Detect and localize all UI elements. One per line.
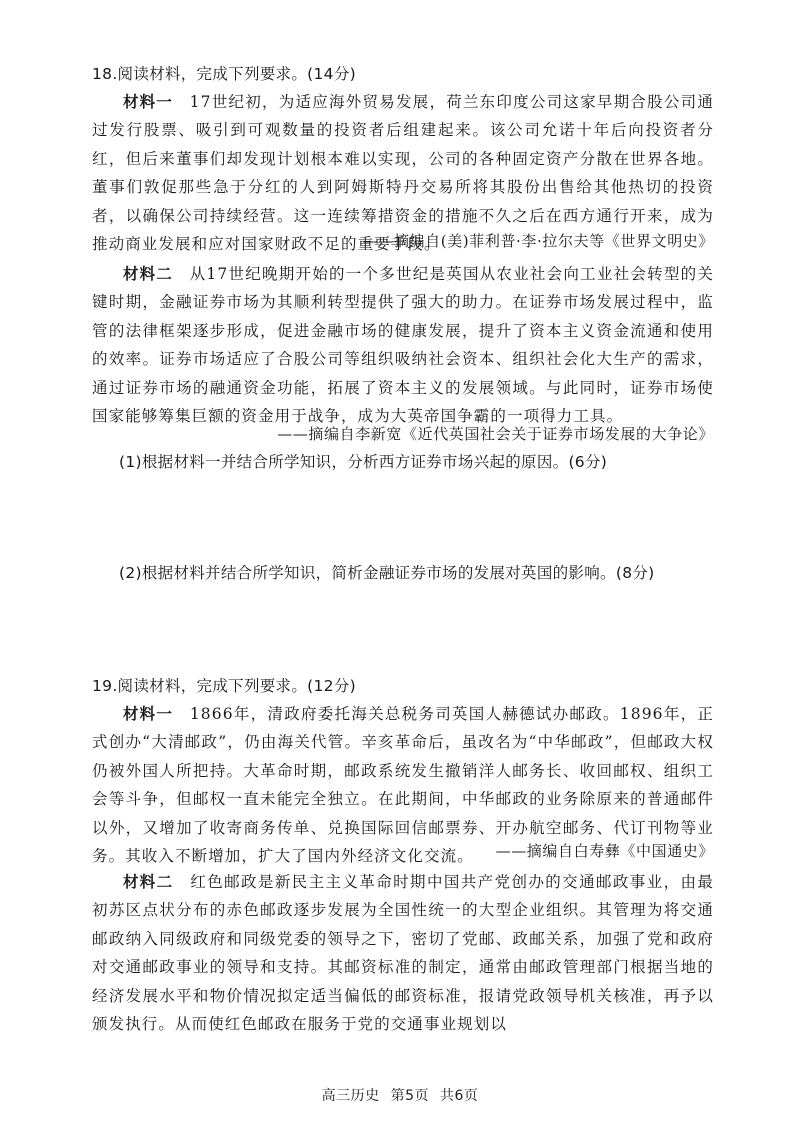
q18-material-1-label: 材料一 (123, 93, 173, 111)
q18-material-2 (92, 260, 714, 430)
q18-material-1-source: ——摘编自(美)菲利普·李·拉尔夫等《世界文明史》 (362, 232, 714, 250)
q19-material-1-text: 1866年，清政府委托海关总税务司英国人赫德试办邮政。1896年，正式创办“大清邮政”，仍由海关代管。辛亥革命后，虽改名为“中华邮政”，但邮政大权仍被外国人所把持。大革命时期，邮政系统发生撤销洋人邮务长、收回邮权、组织工会等斗争，但邮权一直未能完全独立。在此期间，中华邮政的业务除原来的普通邮件以外，又增加了收寄商务传单、兑换国际回信邮票券、开办航空邮务、代订刊物等业务。其收入不断增加，扩大了国内外经济文化交流。 (92, 705, 714, 866)
question-19-title: 19.阅读材料，完成下列要求。(12分) (92, 677, 356, 695)
q18-sub-question-2: (2)根据材料并结合所学知识，简析金融证券市场的发展对英国的影响。(8分) (119, 564, 655, 582)
q18-material-2-label: 材料二 (123, 265, 173, 283)
q18-material-2-source: ——摘编自李新宽《近代英国社会关于证券市场发展的大争论》 (277, 425, 714, 443)
q18-sub-question-1: (1)根据材料一并结合所学知识，分析西方证券市场兴起的原因。(6分) (119, 453, 608, 471)
q19-material-1-label: 材料一 (123, 705, 174, 723)
footer-total-pages: 共6页 (439, 1088, 479, 1104)
footer-subject: 高三历史 (321, 1088, 380, 1104)
q18-material-2-text: 从17世纪晚期开始的一个多世纪是英国从农业社会向工业社会转型的关键时期，金融证券市场为其顺利转型提供了强大的助力。在证券市场发展过程中，监管的法律框架逐步形成，促进金融市场的健康发展，提升了资本主义资金流通和使用的效率。证券市场适应了合股公司等组织吸纳社会资本、组织社会化大生产的需求，通过证券市场的融通资金功能，拓展了资本主义的发展领域。与此同时，证券市场使国家能够筹集巨额的资金用于战争，成为大英帝国争霸的一项得力工具。 (92, 265, 714, 426)
q19-material-1-source: ——摘编自白寿彝《中国通史》 (495, 842, 714, 860)
q19-material-2-label: 材料二 (123, 873, 174, 891)
footer-page-number: 第5页 (390, 1088, 429, 1104)
q19-material-2 (92, 868, 714, 1038)
q18-material-1-text: 17世纪初，为适应海外贸易发展，荷兰东印度公司这家早期合股公司通过发行股票、吸引到可观数量的投资者后组建起来。该公司允诺十年后向投资者分红，但后来董事们却发现计划根本难以实现，公司的各种固定资产分散在世界各地。董事们敦促那些急于分红的人到阿姆斯特丹交易所将其股份出售给其他热切的投资者，以确保公司持续经营。这一连续筹措资金的措施不久之后在西方通行开来，成为推动商业发展和应对国家财政不足的重要手段。 (92, 93, 714, 254)
q19-material-2-text: 红色邮政是新民主主义革命时期中国共产党创办的交通邮政事业，由最初苏区点状分布的赤色邮政逐步发展为全国性统一的大型企业组织。其管理为将交通邮政纳入同级政府和同级党委的领导之下，密切了党邮、政邮关系，加强了党和政府对交通邮政事业的领导和支持。其邮资标准的制定，通常由邮政管理部门根据当地的经济发展水平和物价情况拟定适当偏低的邮资标准，报请党政领导机关核准，再予以颁发执行。从而使红色邮政在服务于党的交通事业规划以 (92, 873, 714, 1034)
page-footer (0, 1085, 800, 1105)
question-18-title: 18.阅读材料，完成下列要求。(14分) (92, 65, 356, 83)
